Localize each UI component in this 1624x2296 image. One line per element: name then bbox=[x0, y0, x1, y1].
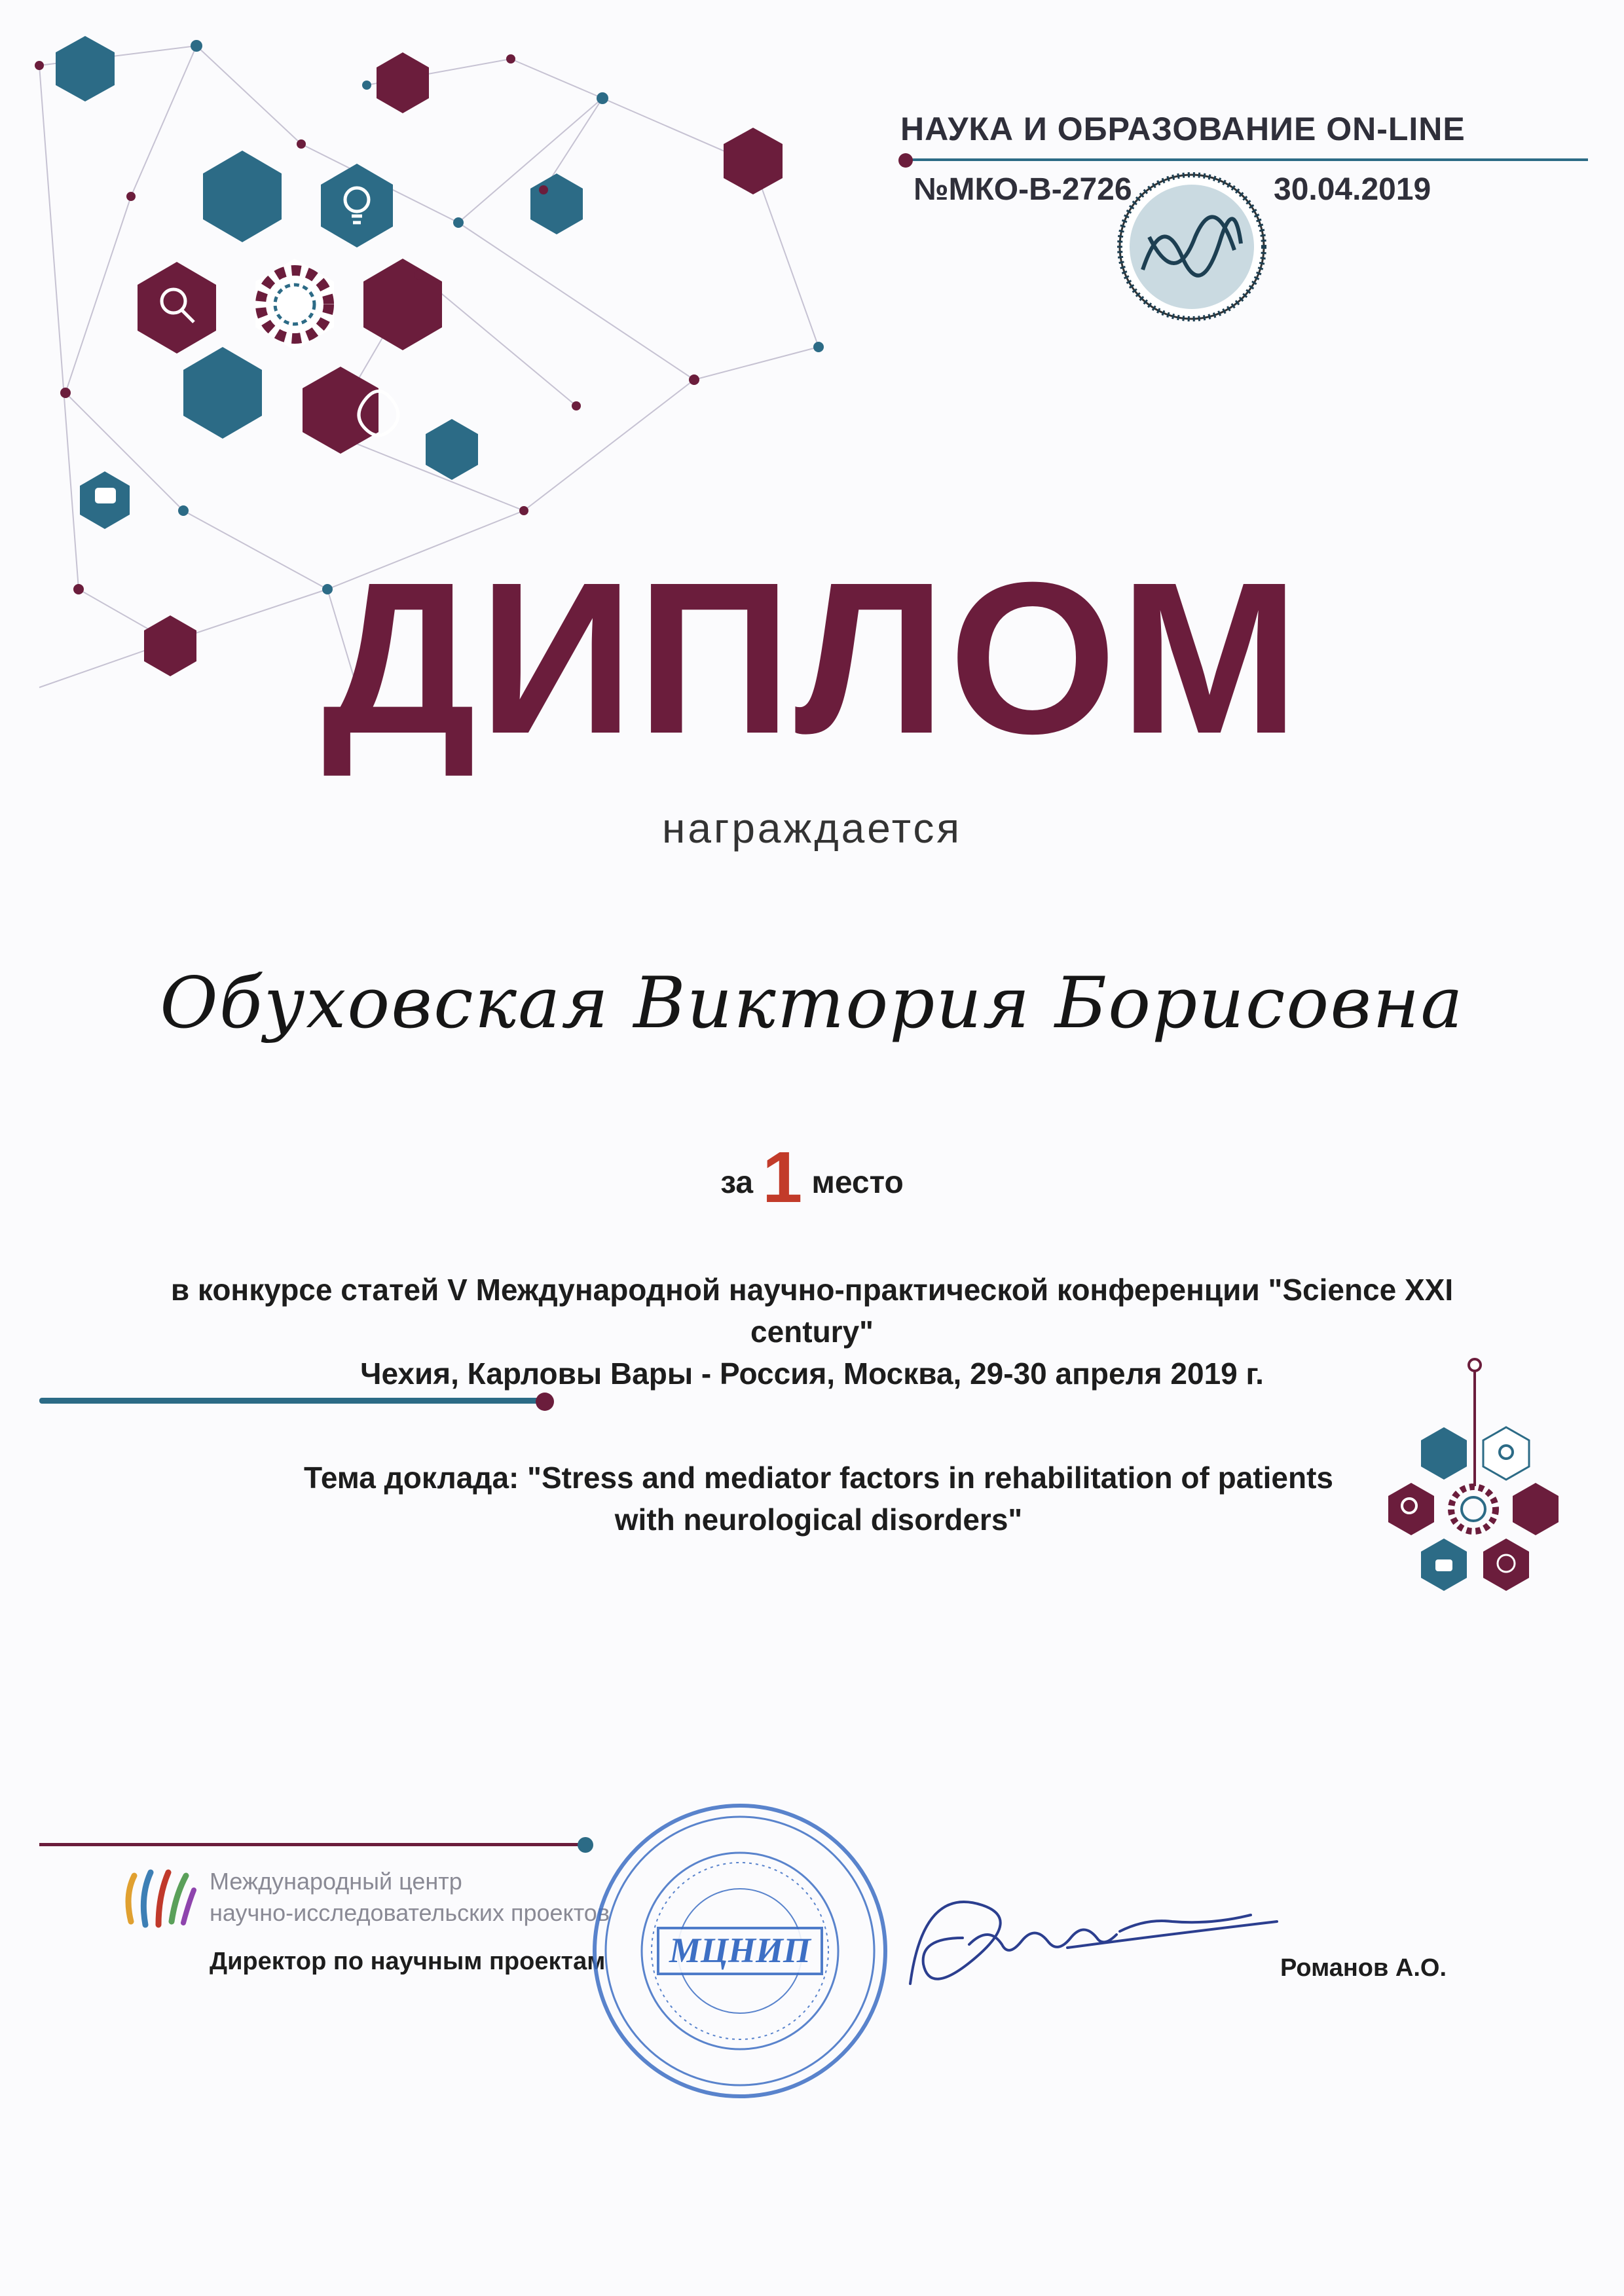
topic-text: "Stress and mediator factors in rehabilitation of patients with neurological disorders" bbox=[527, 1461, 1333, 1537]
seal-center-text: МЦНИП bbox=[669, 1931, 811, 1970]
place-line bbox=[0, 1136, 1624, 1219]
director-title: Директор по научным проектам bbox=[210, 1948, 606, 1975]
certificate-number: №МКО-В-2726 bbox=[913, 172, 1132, 207]
recipient-name: Обуховская Виктория Борисовна bbox=[160, 962, 1464, 1044]
place-prefix: за bbox=[720, 1165, 754, 1200]
organization-emblem bbox=[1116, 172, 1267, 322]
signature bbox=[871, 1859, 1303, 2010]
middle-divider-dot bbox=[536, 1393, 554, 1411]
awarded-label: награждается bbox=[662, 805, 962, 852]
header-divider bbox=[904, 158, 1588, 161]
place-number: 1 bbox=[762, 1137, 803, 1218]
hexagon-cluster-decoration bbox=[1375, 1355, 1572, 1604]
header-divider-dot bbox=[898, 153, 913, 168]
middle-divider bbox=[39, 1398, 544, 1404]
diploma-title: ДИПЛОМ bbox=[322, 537, 1302, 778]
footer-divider bbox=[39, 1843, 588, 1846]
place-suffix: место bbox=[811, 1165, 904, 1200]
organization-title: НАУКА И ОБРАЗОВАНИЕ ON-LINE bbox=[900, 111, 1466, 147]
contest-line-2: Чехия, Карловы Вары - Россия, Москва, 29-30 апреля 2019 г. bbox=[360, 1357, 1264, 1391]
center-logo-icon bbox=[118, 1863, 196, 1935]
report-topic bbox=[275, 1457, 1362, 1540]
certificate-date: 30.04.2019 bbox=[1274, 172, 1431, 207]
center-name-line-2: научно-исследовательских проектов bbox=[210, 1899, 610, 1926]
center-name bbox=[210, 1866, 610, 1929]
signatory-name: Романов А.О. bbox=[1280, 1954, 1447, 1982]
center-name-line-1: Международный центр bbox=[210, 1868, 462, 1895]
official-seal bbox=[586, 1797, 894, 2105]
contest-description bbox=[131, 1269, 1493, 1394]
topic-label: Тема доклада: bbox=[304, 1461, 519, 1495]
contest-line-1: в конкурсе статей V Международной научно-практической конференции "Science XXI century" bbox=[170, 1273, 1454, 1349]
